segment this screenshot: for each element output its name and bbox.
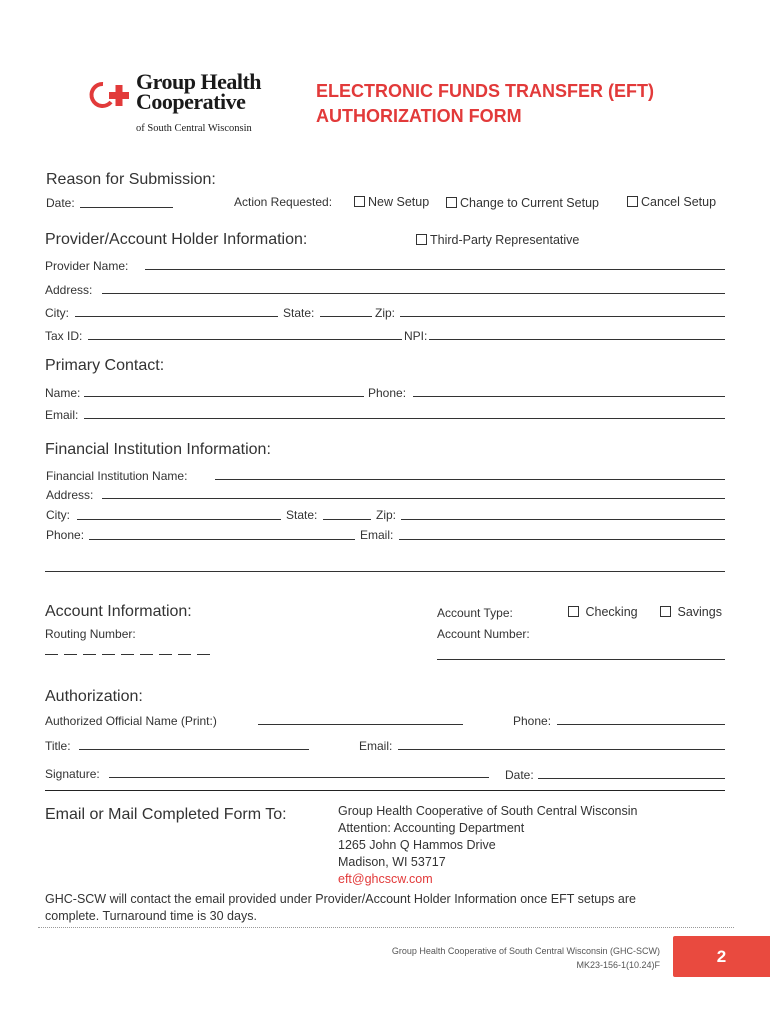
address-line-3: 1265 John Q Hammos Drive (338, 838, 496, 852)
official-name-label: Authorized Official Name (Print:) (45, 714, 217, 728)
auth-date-label: Date: (505, 768, 534, 782)
account-type-label: Account Type: (437, 606, 513, 620)
checking-label: Checking (585, 605, 638, 619)
provider-state-label: State: (283, 306, 315, 320)
provider-address-field[interactable] (102, 293, 725, 294)
new-setup-label: New Setup (368, 195, 430, 209)
eft-email-link[interactable]: eft@ghcscw.com (338, 872, 433, 886)
footer-text (300, 944, 660, 972)
auth-title-label: Title: (45, 739, 71, 753)
date-label: Date: (46, 196, 75, 210)
change-setup-label: Change to Current Setup (460, 196, 599, 210)
cancel-setup-option[interactable] (627, 195, 716, 209)
institution-address-label: Address: (46, 488, 94, 502)
change-setup-checkbox[interactable] (446, 197, 457, 208)
logo-line-1: Group Health (136, 69, 262, 94)
form-title-line-2: AUTHORIZATION FORM (316, 106, 522, 126)
institution-zip-field[interactable] (401, 519, 725, 520)
ghc-logo-icon (89, 80, 131, 110)
contact-name-label: Name: (45, 386, 81, 400)
contact-email-label: Email: (45, 408, 79, 422)
savings-label: Savings (677, 605, 722, 619)
footer-divider (38, 927, 734, 928)
provider-zip-label: Zip: (375, 306, 396, 320)
institution-email-label: Email: (360, 528, 394, 542)
new-setup-checkbox[interactable] (354, 196, 365, 207)
checking-option[interactable] (568, 605, 638, 619)
official-name-field[interactable] (258, 724, 463, 725)
npi-field[interactable] (429, 339, 725, 340)
mailing-address (338, 803, 637, 888)
institution-phone-field[interactable] (89, 539, 355, 540)
auth-email-label: Email: (359, 739, 393, 753)
form-title-line-1: ELECTRONIC FUNDS TRANSFER (EFT) (316, 81, 654, 101)
savings-checkbox[interactable] (660, 606, 671, 617)
provider-state-field[interactable] (320, 316, 372, 317)
form-title (316, 79, 654, 129)
institution-address-field[interactable] (102, 498, 725, 499)
turnaround-note: GHC-SCW will contact the email provided under Provider/Account Holder Information once EFT setups are complete. Turnaround time is 30 days. (45, 892, 636, 923)
institution-city-label: City: (46, 508, 70, 522)
logo-subtitle: of South Central Wisconsin (136, 123, 252, 134)
footer-code: MK23-156-1(10.24)F (576, 960, 660, 970)
extra-info-field[interactable] (45, 571, 725, 572)
logo-line-2: Cooperative (136, 89, 246, 114)
address-line-2: Attention: Accounting Department (338, 821, 525, 835)
provider-heading: Provider/Account Holder Information: (45, 231, 308, 248)
contact-phone-label: Phone: (368, 386, 407, 400)
provider-name-label: Provider Name: (45, 259, 129, 273)
auth-date-field[interactable] (538, 778, 725, 779)
address-line-1: Group Health Cooperative of South Central Wisconsin (338, 804, 638, 818)
action-requested-label: Action Requested: (234, 195, 333, 209)
page-number-badge: 2 (673, 936, 770, 977)
logo-wordmark (136, 69, 262, 114)
cancel-setup-checkbox[interactable] (627, 196, 638, 207)
financial-heading: Financial Institution Information: (45, 441, 271, 458)
tax-id-label: Tax ID: (45, 329, 83, 343)
third-party-checkbox[interactable] (416, 234, 427, 245)
new-setup-option[interactable] (354, 195, 429, 209)
auth-phone-field[interactable] (557, 724, 725, 725)
institution-state-label: State: (286, 508, 318, 522)
npi-label: NPI: (404, 329, 428, 343)
provider-city-field[interactable] (75, 316, 278, 317)
contact-email-field[interactable] (84, 418, 725, 419)
institution-phone-label: Phone: (46, 528, 85, 542)
contact-phone-field[interactable] (413, 396, 725, 397)
institution-city-field[interactable] (77, 519, 281, 520)
institution-name-label: Financial Institution Name: (46, 469, 188, 483)
institution-zip-label: Zip: (376, 508, 397, 522)
reason-heading: Reason for Submission: (46, 171, 216, 188)
checking-checkbox[interactable] (568, 606, 579, 617)
provider-zip-field[interactable] (400, 316, 725, 317)
provider-name-field[interactable] (145, 269, 725, 270)
third-party-option[interactable] (416, 233, 579, 247)
account-heading: Account Information: (45, 603, 192, 620)
tax-id-field[interactable] (88, 339, 402, 340)
third-party-label: Third-Party Representative (430, 233, 580, 247)
section-divider (45, 790, 725, 791)
footer-org: Group Health Cooperative of South Central Wisconsin (GHC-SCW) (391, 946, 660, 956)
savings-option[interactable] (660, 605, 722, 619)
routing-number-label: Routing Number: (45, 627, 136, 641)
signature-field[interactable] (109, 777, 489, 778)
provider-city-label: City: (45, 306, 69, 320)
signature-label: Signature: (45, 767, 100, 781)
institution-state-field[interactable] (323, 519, 371, 520)
address-line-4: Madison, WI 53717 (338, 855, 446, 869)
auth-title-field[interactable] (79, 749, 309, 750)
institution-name-field[interactable] (215, 479, 725, 480)
date-field[interactable] (80, 207, 173, 208)
mail-heading: Email or Mail Completed Form To: (45, 806, 287, 823)
account-number-label: Account Number: (437, 627, 530, 641)
authorization-heading: Authorization: (45, 688, 143, 705)
institution-email-field[interactable] (399, 539, 725, 540)
contact-name-field[interactable] (84, 396, 364, 397)
provider-address-label: Address: (45, 283, 93, 297)
account-number-field[interactable] (437, 659, 725, 660)
cancel-setup-label: Cancel Setup (641, 195, 717, 209)
contact-heading: Primary Contact: (45, 357, 165, 374)
auth-phone-label: Phone: (513, 714, 552, 728)
auth-email-field[interactable] (398, 749, 725, 750)
change-setup-option[interactable] (446, 196, 599, 210)
